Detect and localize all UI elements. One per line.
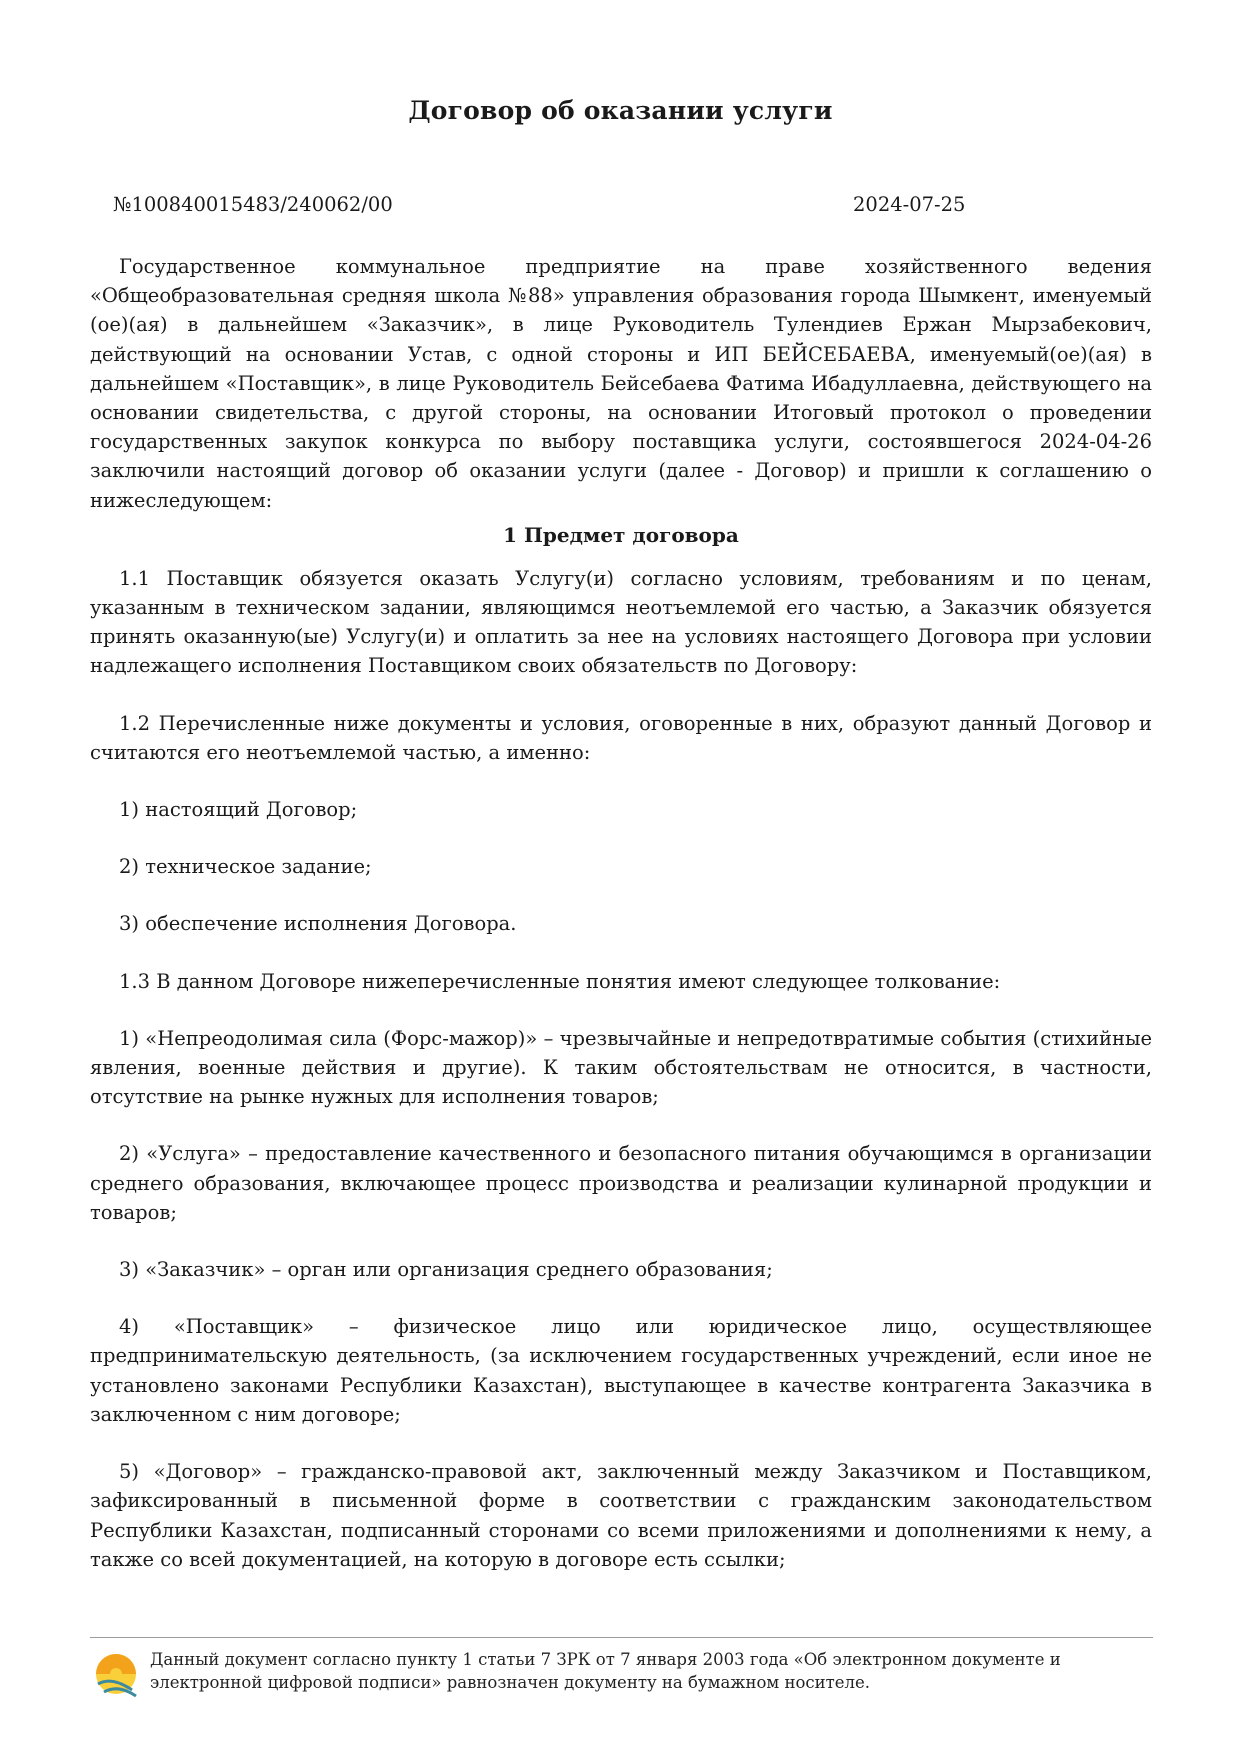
definition-item: 4) «Поставщик» – физическое лицо или юридическое лицо, осуществляющее предпринимательскую деятельность, (за исключением государственных учреждений, если иное не установлено законами Республики Казахстан), выступающее в качестве контрагента Заказчика в заключенном с ним договоре; (90, 1315, 1152, 1426)
footer-legal-note: Данный документ согласно пункту 1 статьи 7 ЗРК от 7 января 2003 года «Об электронном документе и электронной цифровой подписи» равнозначен документу на бумажном носителе. (150, 1650, 1061, 1692)
egov-sun-logo-icon (92, 1650, 144, 1702)
definition-item: 5) «Договор» – гражданско-правовой акт, заключенный между Заказчиком и Поставщиком, зафиксированный в письменной форме в соответствии с гражданским законодательством Республики Казахстан, подписанный сторонами со всеми приложениями и дополнениями к нему, а также со всей документацией, на которую в договоре есть ссылки; (90, 1460, 1152, 1571)
document-title: Договор об оказании услуги (408, 96, 833, 125)
footer-divider (90, 1637, 1153, 1638)
contract-date: 2024-07-25 (853, 193, 966, 216)
clause-1-2: 1.2 Перечисленные ниже документы и условия, оговоренные в них, образуют данный Договор и считаются его неотъемлемой частью, а именно: (90, 711, 1152, 764)
list-item: 3) обеспечение исполнения Договора. (119, 912, 517, 936)
definition-item: 2) «Услуга» – предоставление качественного и безопасного питания обучающимся в организации среднего образования, включающее процесс производства и реализации кулинарной продукции и товаров; (90, 1142, 1152, 1224)
contract-number: №100840015483/240062/00 (113, 193, 393, 216)
document-meta (113, 193, 983, 223)
list-item: 1) настоящий Договор; (119, 798, 358, 822)
definition-item: 3) «Заказчик» – орган или организация среднего образования; (119, 1258, 773, 1282)
section-title: 1 Предмет договора (503, 522, 739, 547)
definition-item: 1) «Непреодолимая сила (Форс-мажор)» – чрезвычайные и непредотвратимые события (стихийные явления, военные действия и другие). К таким обстоятельствам не относится, в частности, отсутствие на рынке нужных для исполнения товаров; (90, 1026, 1152, 1109)
clause-1-3: 1.3 В данном Договоре нижеперечисленные понятия имеют следующее толкование: (119, 969, 1001, 993)
list-item: 2) техническое задание; (119, 855, 372, 879)
intro-paragraph: Государственное коммунальное предприятие на праве хозяйственного ведения «Общеобразовательная средняя школа №88» управления образования города Шымкент, именуемый (ое)(ая) в дальнейшем «Заказчик», в лице Руководитель Тулендиев Ержан Мырзабекович, действующий на основании Устав, с одной стороны и ИП БЕЙСЕБАЕВА, именуемый(ое)(ая) в дальнейшем «Поставщик», в лице Руководитель Бейсебаева Фатима Ибадуллаевна, действующего на основании свидетельства, с другой стороны, на основании Итоговый протокол о проведении государственных закупок конкурса по выбору поставщика услуги, состоявшегося 2024-04-26 заключили настоящий договор об оказании услуги (далее - Договор) и пришли к соглашению о нижеследующем: (90, 255, 1152, 512)
document-body (90, 252, 1152, 1574)
clause-1-1: 1.1 Поставщик обязуется оказать Услугу(и) согласно условиям, требованиям и по ценам, указанным в техническом задании, являющимся неотъемлемой его частью, а Заказчик обязуется принять оказанную(ые) Услугу(и) и оплатить за нее на условиях настоящего Договора при условии надлежащего исполнения Поставщиком своих обязательств по Договору: (90, 566, 1152, 678)
